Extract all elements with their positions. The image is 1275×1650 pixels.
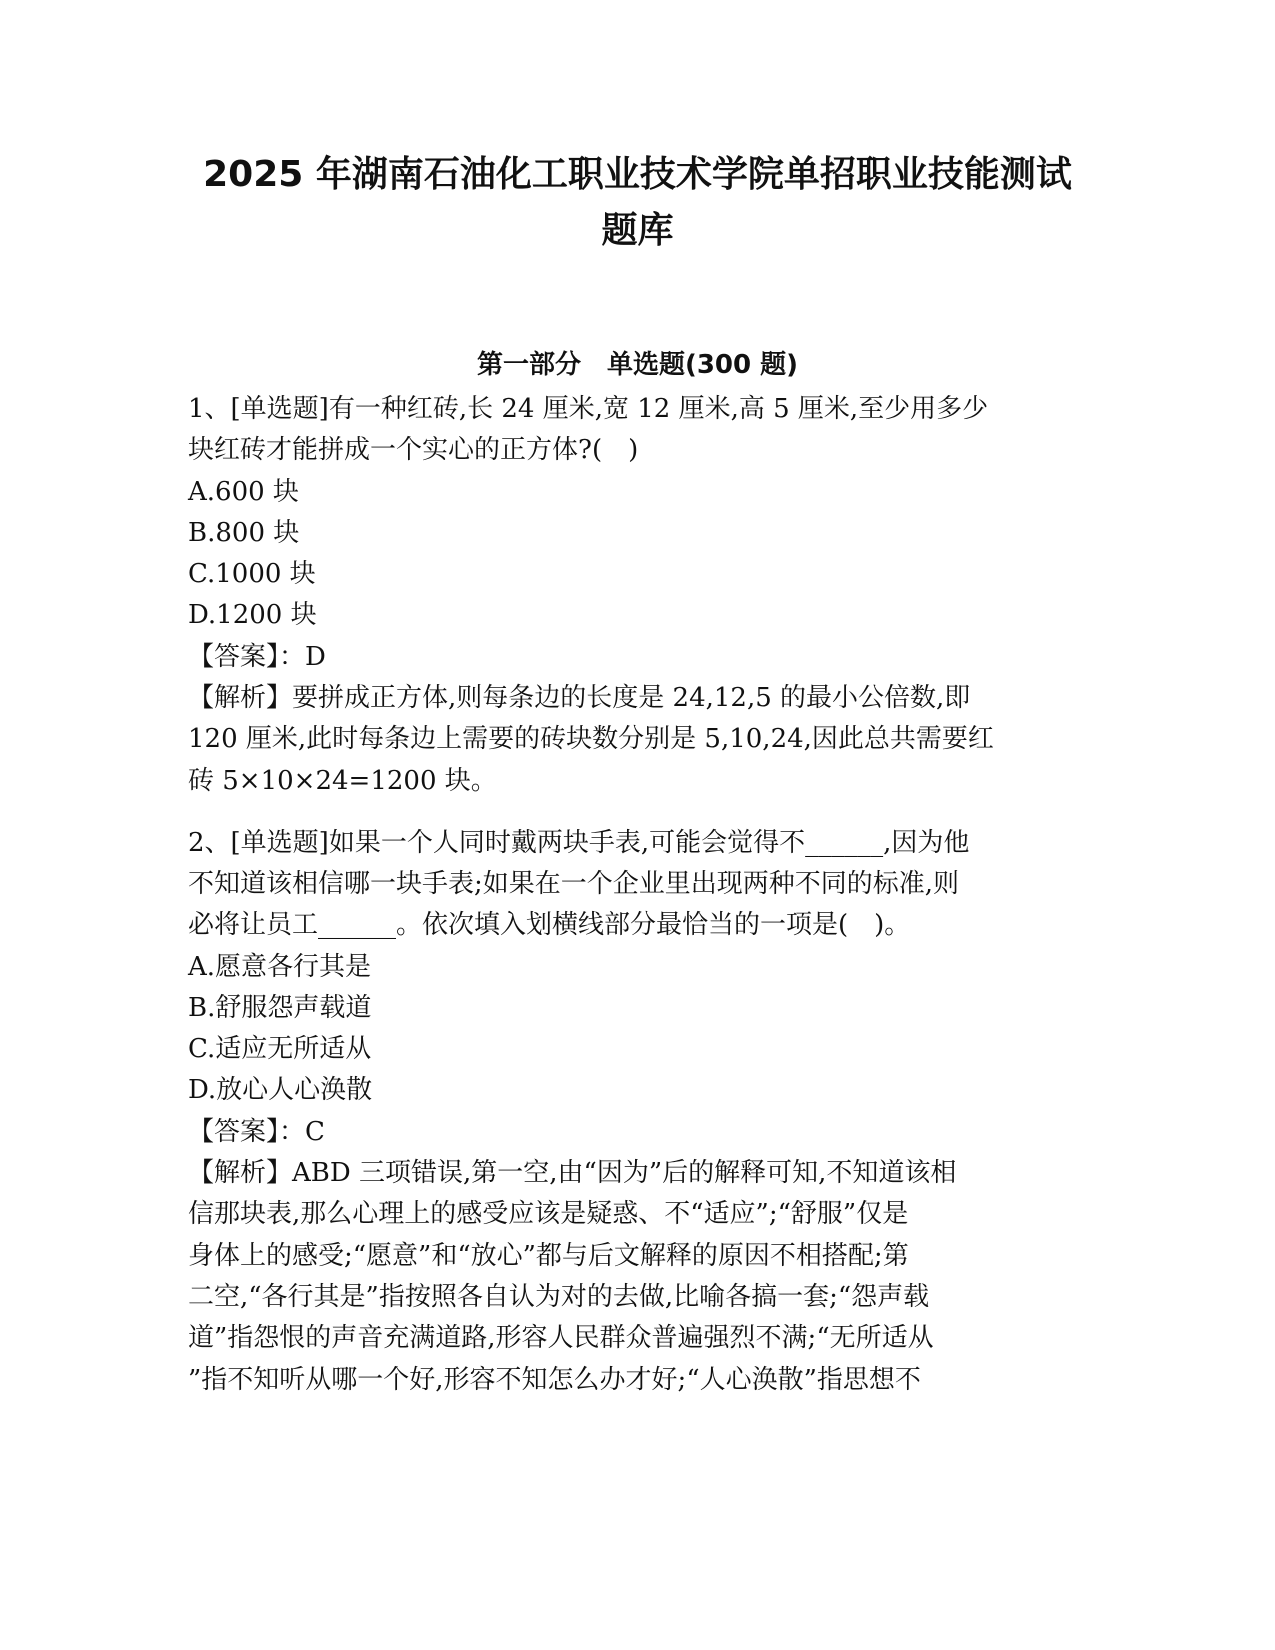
answer-line: 【答案】：C: [188, 1117, 325, 1147]
analysis-line: 【解析】ABD 三项错误,第一空,由“因为”后的解释可知,不知道该相: [188, 1158, 957, 1188]
analysis-line: 信那块表,那么心理上的感受应该是疑惑、不“适应”;“舒服”仅是: [188, 1199, 909, 1229]
answer-line: 【答案】：D: [188, 642, 326, 672]
option-c: C.1000 块: [188, 559, 316, 589]
section-heading: 第一部分 单选题(300 题): [476, 350, 799, 380]
question-stem-line: 块红砖才能拼成一个实心的正方体?( ): [188, 435, 639, 465]
analysis-line: 二空,“各行其是”指按照各自认为对的去做,比喻各搞一套;“怨声载: [188, 1282, 930, 1312]
option-b: B.舒服怨声载道: [188, 993, 372, 1023]
analysis-line: 道”指怨恨的声音充满道路,形容人民群众普遍强烈不满;“无所适从: [188, 1323, 934, 1353]
document-title-line-2: 题库: [601, 210, 674, 251]
option-a: A.600 块: [188, 477, 299, 507]
analysis-line: 120 厘米,此时每条边上需要的砖块数分别是 5,10,24,因此总共需要红: [188, 724, 994, 754]
analysis-line: ”指不知听从哪一个好,形容不知怎么办才好;“人心涣散”指思想不: [188, 1365, 921, 1395]
question-stem-line: 不知道该相信哪一块手表;如果在一个企业里出现两种不同的标准,则: [188, 869, 960, 899]
analysis-line: 砖 5×10×24=1200 块。: [188, 766, 497, 796]
analysis-line: 身体上的感受;“愿意”和“放心”都与后文解释的原因不相搭配;第: [188, 1241, 909, 1271]
question-stem-line: 1、[单选题]有一种红砖,长 24 厘米,宽 12 厘米,高 5 厘米,至少用多少: [188, 394, 989, 424]
analysis-line: 【解析】要拼成正方体,则每条边的长度是 24,12,5 的最小公倍数,即: [188, 683, 971, 713]
question-stem-line: 必将让员工______。依次填入划横线部分最恰当的一项是( )。: [188, 910, 911, 940]
option-b: B.800 块: [188, 518, 300, 548]
document-title-line-1: 2025 年湖南石油化工职业技术学院单招职业技能测试: [203, 154, 1072, 195]
question-stem-line: 2、[单选题]如果一个人同时戴两块手表,可能会觉得不______,因为他: [188, 828, 970, 858]
option-d: D.放心人心涣散: [188, 1075, 373, 1105]
option-c: C.适应无所适从: [188, 1034, 372, 1064]
option-d: D.1200 块: [188, 600, 317, 630]
option-a: A.愿意各行其是: [188, 952, 372, 982]
